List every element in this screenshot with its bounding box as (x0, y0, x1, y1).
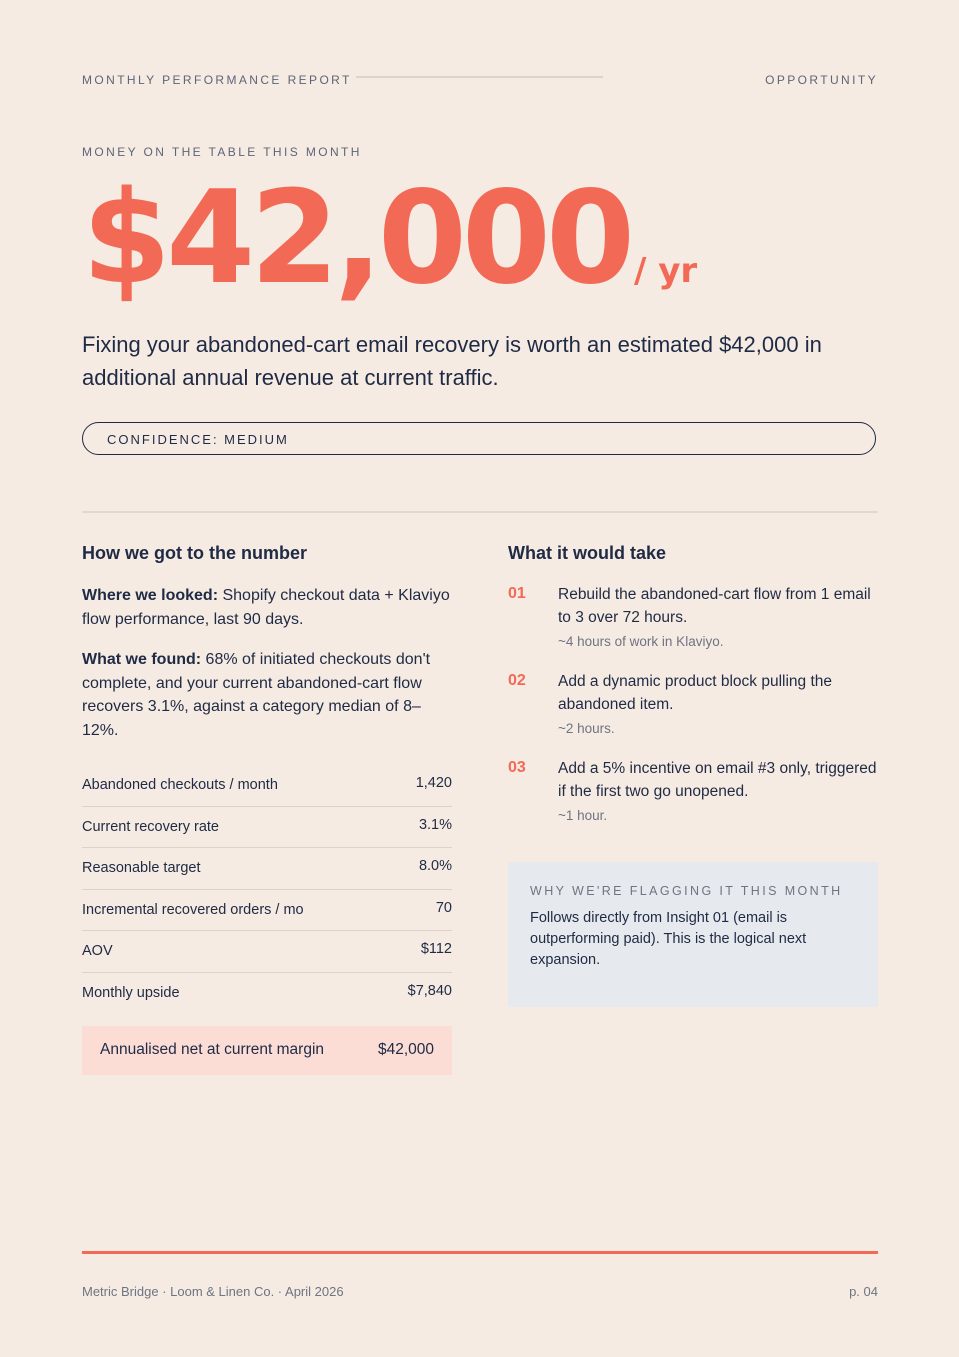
table-row (82, 765, 452, 807)
hero-eyebrow: MONEY ON THE TABLE THIS MONTH (82, 145, 362, 159)
confidence-badge (82, 422, 876, 455)
hero-amount: $42,000 (82, 164, 630, 313)
list-item (508, 583, 878, 670)
metric-label: Monthly upside (82, 984, 180, 1001)
metric-label: Incremental recovered orders / mo (82, 901, 304, 918)
metric-label: Current recovery rate (82, 818, 219, 835)
step-title: Add a dynamic product block pulling the abandoned item. (558, 673, 832, 713)
where-we-looked (82, 584, 452, 631)
list-item (508, 670, 878, 757)
hero-lead: Fixing your abandoned-cart email recovery is worth an estimated $42,000 in additional annual revenue at current traffic. (82, 332, 822, 390)
annualised-total (82, 1026, 452, 1075)
metric-value: $112 (420, 941, 452, 957)
step-effort: ~2 hours. (558, 721, 615, 736)
table-row (82, 890, 452, 932)
report-page (82, 0, 878, 1357)
callout-label: WHY WE'RE FLAGGING IT THIS MONTH (530, 884, 843, 898)
hero-figure (82, 164, 698, 313)
where-we-looked-text: Shopify checkout data + Klaviyo flow performance, last 90 days. (82, 587, 450, 628)
report-label: MONTHLY PERFORMANCE REPORT (82, 73, 352, 87)
metric-label: AOV (82, 943, 113, 959)
table-row (82, 973, 452, 1014)
metric-label: Abandoned checkouts / month (82, 777, 278, 793)
step-number: 02 (508, 672, 526, 689)
table-row (82, 807, 452, 849)
step-number: 03 (508, 759, 526, 776)
what-we-found (82, 648, 452, 742)
hero-unit: / yr (634, 251, 698, 291)
table-row (82, 848, 452, 890)
what-we-found-text: 68% of initiated checkouts don't complete, and your current abandoned-cart flow recovers 3.1%, against a category median of 8–12%. (82, 651, 431, 739)
action-plan-title: What it would take (508, 543, 667, 563)
action-plan-column (508, 540, 878, 844)
why-now-callout (508, 862, 878, 1007)
metric-value: 8.0% (418, 858, 452, 874)
step-number: 01 (508, 585, 526, 602)
report-header (82, 73, 878, 91)
metric-value: 1,420 (415, 775, 452, 791)
list-item (508, 757, 878, 844)
step-title: Rebuild the abandoned-cart flow from 1 email to 3 over 72 hours. (558, 586, 871, 626)
metric-value: 70 (435, 899, 452, 916)
methodology-title: How we got to the number (82, 543, 307, 563)
footer-divider (82, 1251, 878, 1254)
section-divider (82, 511, 878, 513)
methodology-column (82, 540, 452, 1075)
annualised-total-value: $42,000 (377, 1041, 434, 1058)
step-effort: ~1 hour. (558, 808, 608, 823)
confidence-label: CONFIDENCE: MEDIUM (107, 432, 289, 447)
step-list (508, 583, 878, 844)
step-effort: ~4 hours of work in Klaviyo. (558, 634, 724, 649)
metric-value: 3.1% (418, 816, 452, 833)
metric-value: $7,840 (407, 982, 452, 999)
metric-label: Reasonable target (82, 860, 201, 876)
footer-credit: Metric Bridge · Loom & Linen Co. · April 2026 (82, 1284, 344, 1299)
what-we-found-label: What we found: (82, 651, 202, 668)
metrics-table (82, 765, 452, 1013)
section-label: OPPORTUNITY (765, 73, 878, 87)
where-we-looked-label: Where we looked: (82, 587, 219, 604)
callout-body: Follows directly from Insight 01 (email is outperforming paid). This is the logical next expansion. (530, 910, 807, 968)
step-title: Add a 5% incentive on email #3 only, triggered if the first two go unopened. (558, 760, 877, 800)
page-number: p. 04 (849, 1284, 878, 1299)
table-row (82, 931, 452, 973)
header-divider (356, 76, 603, 78)
annualised-total-label: Annualised net at current margin (100, 1041, 325, 1058)
